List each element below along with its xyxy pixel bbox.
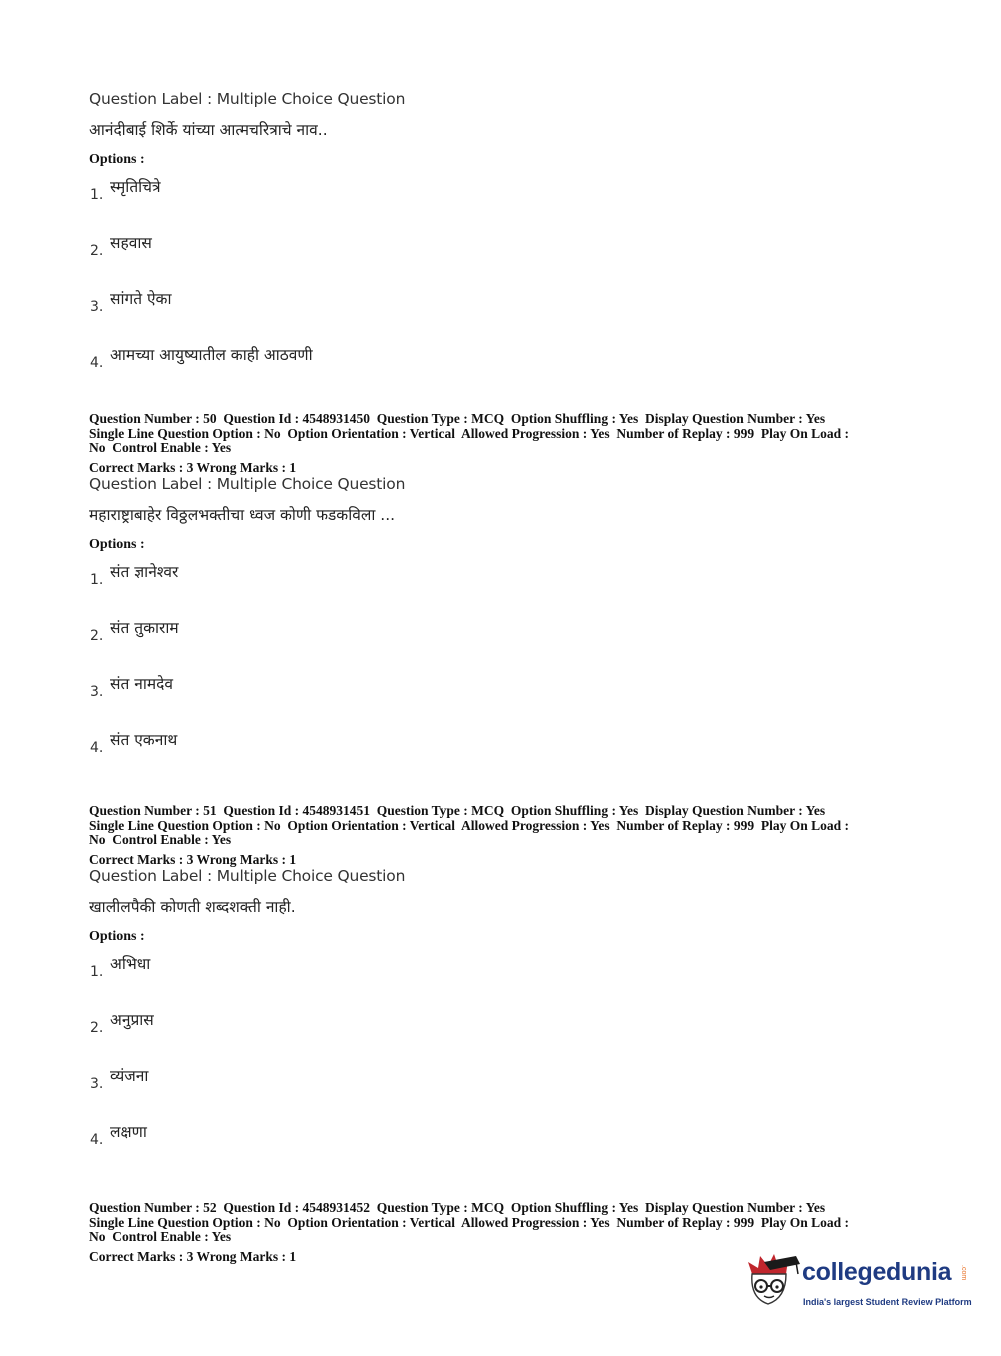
option-text: लक्षणा xyxy=(110,1123,147,1141)
logo-suffix: .com xyxy=(960,1265,967,1281)
question-marks: Correct Marks : 3 Wrong Marks : 1 xyxy=(89,851,297,867)
question-50 xyxy=(89,412,919,782)
option-text: संत ज्ञानेश्वर xyxy=(110,563,179,581)
logo-tagline: India's largest Student Review Platform xyxy=(803,1297,972,1307)
logo-brand-text: collegedunia xyxy=(802,1258,952,1286)
option-text: अनुप्रास xyxy=(110,1011,154,1029)
meta-line: Single Line Question Option : No Option Orientation : Vertical Allowed Progression : Yes Number of Replay : 999 Play On Load : xyxy=(89,817,850,833)
option-number: 1. xyxy=(90,572,104,588)
option-item xyxy=(89,1006,919,1062)
option-text: संत तुकाराम xyxy=(110,619,179,637)
option-item xyxy=(89,726,919,782)
options-heading: Options : xyxy=(89,929,145,944)
option-text: संत नामदेव xyxy=(110,675,173,693)
question-meta xyxy=(89,1201,919,1245)
option-text: व्यंजना xyxy=(110,1067,149,1085)
question-label: Question Label : Multiple Choice Question xyxy=(89,475,406,493)
meta-line: Question Number : 50 Question Id : 4548931450 Question Type : MCQ Option Shuffling : Yes Display Question Number : Yes xyxy=(89,411,826,426)
option-item xyxy=(89,341,919,397)
option-number: 1. xyxy=(90,964,104,980)
option-number: 4. xyxy=(90,740,104,756)
option-item xyxy=(89,1062,919,1118)
options-list xyxy=(89,950,919,1174)
option-item xyxy=(89,950,919,1006)
option-item xyxy=(89,173,919,229)
meta-line: No Control Enable : Yes xyxy=(89,1229,232,1244)
question-meta xyxy=(89,412,919,456)
student-mascot-icon xyxy=(744,1252,802,1316)
option-number: 1. xyxy=(90,187,104,203)
option-text: आमच्या आयुष्यातील काही आठवणी xyxy=(110,346,313,364)
option-item xyxy=(89,670,919,726)
option-text: सहवास xyxy=(110,234,152,252)
option-number: 4. xyxy=(90,1132,104,1148)
option-text: स्मृतिचित्रे xyxy=(110,178,161,196)
option-item xyxy=(89,558,919,614)
question-label: Question Label : Multiple Choice Question xyxy=(89,867,406,885)
question-meta xyxy=(89,804,919,848)
question-marks: Correct Marks : 3 Wrong Marks : 1 xyxy=(89,1248,297,1264)
option-number: 4. xyxy=(90,355,104,371)
question-49 xyxy=(89,90,919,397)
meta-line: No Control Enable : Yes xyxy=(89,832,232,847)
question-text: आनंदीबाई शिर्के यांच्या आत्मचरित्राचे नाव.. xyxy=(89,121,328,139)
option-number: 3. xyxy=(90,299,104,315)
option-item xyxy=(89,1118,919,1174)
options-list xyxy=(89,173,919,397)
option-text: अभिधा xyxy=(110,955,151,973)
question-marks: Correct Marks : 3 Wrong Marks : 1 xyxy=(89,459,297,475)
question-text: महाराष्ट्राबाहेर विठ्ठलभक्तीचा ध्वज कोणी फडकविला ... xyxy=(89,506,396,524)
meta-line: Single Line Question Option : No Option Orientation : Vertical Allowed Progression : Yes Number of Replay : 999 Play On Load : xyxy=(89,1214,850,1230)
option-item xyxy=(89,229,919,285)
option-item xyxy=(89,614,919,670)
options-list xyxy=(89,558,919,782)
option-number: 2. xyxy=(90,1020,104,1036)
meta-line: Question Number : 51 Question Id : 4548931451 Question Type : MCQ Option Shuffling : Yes Display Question Number : Yes xyxy=(89,803,826,818)
meta-line: No Control Enable : Yes xyxy=(89,440,232,455)
meta-line: Single Line Question Option : No Option Orientation : Vertical Allowed Progression : Yes Number of Replay : 999 Play On Load : xyxy=(89,425,850,441)
option-text: सांगते ऐका xyxy=(110,290,172,308)
collegedunia-logo xyxy=(744,1252,974,1316)
option-item xyxy=(89,285,919,341)
meta-line: Question Number : 52 Question Id : 4548931452 Question Type : MCQ Option Shuffling : Yes Display Question Number : Yes xyxy=(89,1200,826,1215)
option-number: 3. xyxy=(90,684,104,700)
option-number: 2. xyxy=(90,243,104,259)
question-label: Question Label : Multiple Choice Question xyxy=(89,90,406,108)
options-heading: Options : xyxy=(89,537,145,552)
question-text: खालीलपैकी कोणती शब्दशक्ती नाही. xyxy=(89,898,296,916)
option-number: 2. xyxy=(90,628,104,644)
question-51 xyxy=(89,804,919,1174)
options-heading: Options : xyxy=(89,152,145,167)
option-number: 3. xyxy=(90,1076,104,1092)
option-text: संत एकनाथ xyxy=(110,731,178,749)
